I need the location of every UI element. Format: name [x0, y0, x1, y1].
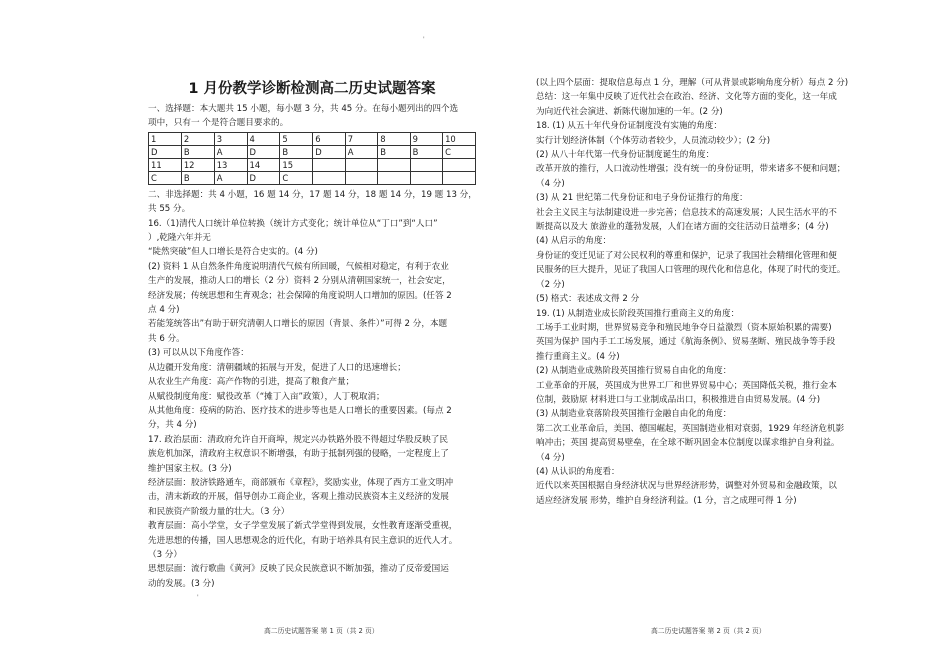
answer-line: (以上四个层面：提取信息每点 1 分，理解（可从背景或影响角度分析）每点 2 分)	[536, 78, 849, 88]
answer-line: 响冲击；英国 提高贸易壁垒，在全球不断巩固金本位制度以谋求维护自身利益。	[536, 438, 840, 449]
answer-line: 若能笼统答出”有助于研究清朝人口增长的原因（背景、条件）”可得 2 分，本题	[148, 319, 448, 330]
answer-line: 断提高以及大 旅游业的蓬勃发展，人们在诸方面的交往活动日益增多；(4 分)	[536, 222, 829, 233]
answer-line: 维护国家主权。(3 分)	[148, 463, 232, 474]
answer-table-cell: B	[181, 171, 214, 184]
answer-table-cell	[443, 171, 476, 184]
answer-line: 工场手工业时期，世界贸易竞争和殖民地争夺日益激烈（资本原始积累的需要)	[536, 322, 832, 333]
top-mark: '	[423, 36, 425, 43]
answer-line: 族危机加深，清政府主权意识不断增强，有助于抵制列强的侵略，一定程度上了	[148, 449, 449, 460]
answer-table-cell	[378, 171, 410, 184]
answer-line: ）,乾隆六年并无	[148, 233, 211, 244]
answer-line: 第二次工业革命后，美国、德国崛起，英国制造业相对衰弱，1929 年经济危机影	[536, 423, 845, 434]
answer-table-cell	[443, 158, 476, 171]
answer-table-cell: 4	[247, 132, 280, 145]
answer-line: 共 6 分。	[148, 333, 185, 344]
page-2-column	[536, 76, 866, 508]
answer-table-cell	[410, 171, 442, 184]
answer-line: 思想层面：流行歌曲《黄河》反映了民众民族意识不断加强，推动了反帝爱国运	[148, 564, 449, 575]
answer-table-cell: B	[280, 145, 313, 158]
answer-line: (5) 格式：表述成文得 2 分	[536, 294, 640, 305]
answer-table-cell: 3	[214, 132, 247, 145]
answer-line: 实行计划经济体制（个体劳动者较少，人员流动较少）；(2 分)	[536, 135, 771, 146]
answer-line: 点 4 分)	[148, 305, 180, 316]
answer-line: （3 分）	[148, 549, 182, 560]
answer-line: 从赋役制度角度：赋役改革（“摊丁入亩”政策），人丁税取消；	[148, 391, 385, 402]
answer-line: 位制，鼓励原 材料进口与工业制成品出口，积极推进自由贸易发展。(4 分)	[536, 394, 821, 405]
answer-table-cell	[410, 158, 442, 171]
answer-line: (3) 从制造业衰落阶段英国推行金融自由化的角度：	[536, 409, 732, 420]
answer-line: 推行重商主义。(4 分)	[536, 351, 620, 362]
answer-line: 英国为保护 国内手工工场发展，通过《航海条例》、贸易垄断、殖民战争等手段	[536, 337, 836, 348]
answer-table-cell: B	[378, 145, 410, 158]
answer-line: 社会主义民主与法制建设进一步完善；信息技术的高速发展；人民生活水平的不	[536, 207, 837, 218]
answer-table-cell: C	[280, 171, 313, 184]
answer-line: 为向近代社会演进、新陈代谢加速的一年。(2 分)	[536, 106, 723, 117]
answer-table-cell: B	[181, 145, 214, 158]
answer-line: 教育层面：高小学堂，女子学堂发展了新式学堂得到发展，女性教育逐渐受重视，	[148, 521, 458, 532]
answer-line: 工业革命的开展，英国成为世界工厂和世界贸易中心；英国降低关税，推行金本	[536, 380, 837, 391]
bottom-mark: '	[197, 594, 199, 601]
answer-table-cell: C	[443, 145, 476, 158]
answer-line: (3) 可以从以下角度作答：	[148, 348, 249, 359]
answer-line: 18. (1) 从五十年代身份证制度没有实施的角度：	[536, 121, 722, 132]
answer-table-row	[149, 145, 476, 158]
answer-line: (2) 资料 1 从自然条件角度说明清代气候有所回暖，气候相对稳定，有利于农业	[148, 261, 449, 272]
answer-table-cell: 5	[280, 132, 313, 145]
answer-line: 和民族资产阶级力量的壮大。（3 分）	[148, 506, 290, 517]
answer-line: 适应经济发展 形势，维护自身经济利益。(1 分，言之成理可得 1 分)	[536, 495, 797, 506]
answer-line: 16.（1)清代人口统计单位转换（统计方式变化；统计单位从“丁口”到“人口”	[148, 218, 438, 229]
answer-line: “陡然突破”但人口增长是符合史实的。(4 分)	[148, 247, 318, 258]
footer-page-1: 高二历史试题答案 第 1 页（共 2 页）	[264, 627, 379, 635]
answer-table-cell: 2	[181, 132, 214, 145]
answer-table-cell: 1	[149, 132, 182, 145]
answer-line: 击，清末新政的开展，倡导创办工商企业，客观上推动民族资本主义经济的发展	[148, 492, 449, 503]
page-title: 1 月份教学诊断检测高二历史试题答案	[188, 81, 436, 97]
answer-table-cell	[378, 158, 410, 171]
answer-line: 近代以来英国根据自身经济状况与世界经济形势，调整对外贸易和金融政策，以	[536, 481, 837, 492]
answer-table-cell: D	[149, 145, 182, 158]
answer-table-cell: C	[149, 171, 182, 184]
answer-table-cell: 7	[345, 132, 377, 145]
answer-table-cell: 6	[313, 132, 346, 145]
answer-line: 二、非选择题：共 4 小题，16 题 14 分，17 题 14 分，18 题 14 分，19 题 13 分，	[148, 189, 477, 200]
answer-table-row	[149, 132, 476, 145]
answer-table-cell: 8	[378, 132, 410, 145]
answer-line: （2 分)	[536, 279, 565, 290]
section1-intro-line: 一、选择题：本大题共 15 小题，每小题 3 分，共 45 分。在每小题列出的四个选	[148, 104, 459, 114]
answer-line: 从边疆开发角度：清朝疆域的拓展与开发，促进了人口的迅速增长；	[148, 362, 406, 373]
page-1-column	[148, 76, 476, 591]
answer-line: 19. (1) 从制造业成长阶段英国推行重商主义的角度：	[536, 308, 740, 319]
answer-line: 总结：这一年集中反映了近代社会在政治、经济、文化等方面的变化，这一年成	[536, 92, 837, 103]
answer-table-cell: A	[214, 145, 247, 158]
answer-line: 动的发展。(3 分)	[148, 578, 215, 589]
answer-line: 经济发展；传统思想和生育观念；社会保障的角度说明人口增加的原因。(任答 2	[148, 290, 452, 301]
answer-line: （4 分)	[536, 452, 565, 463]
answer-table-row	[149, 158, 476, 171]
footer-page-2: 高二历史试题答案 第 2 页（共 2 页）	[651, 627, 766, 635]
answer-line: (3) 从 21 世纪第二代身份证和电子身份证推行的角度：	[536, 193, 748, 204]
answer-table-cell: D	[247, 171, 280, 184]
answer-line: (2) 从制造业成熟阶段英国推行贸易自由化的角度：	[536, 366, 732, 377]
answer-table-cell: 13	[214, 158, 247, 171]
answer-line: 生产的发展，推动人口的增长（2 分）资料 2 分别从清朝国家统一，社会安定，	[148, 276, 451, 287]
answer-table-cell: A	[345, 145, 377, 158]
answer-table-cell: D	[313, 145, 346, 158]
answer-line: （4 分)	[536, 178, 565, 189]
answer-table-cell	[313, 171, 346, 184]
answer-line: 经济层面：胶济铁路通车，商部颁布《章程》，奖励实业，体现了西方工业文明冲	[148, 477, 454, 488]
answer-line: 民服务的巨大提升，见证了我国人口管理的现代化和信息化，体现了时代的变迁。	[536, 265, 846, 276]
section1-intro-line: 项中，只有一 个是符合题目要求的。	[148, 118, 289, 129]
answer-line: (4) 从启示的角度：	[536, 236, 612, 247]
answer-line: (2) 从八十年代第一代身份证制度诞生的角度：	[536, 150, 715, 161]
answer-line: 共 55 分。	[148, 204, 191, 215]
answer-table-cell: 9	[410, 132, 442, 145]
answer-line: 先进思想的传播，国人思想观念的近代化，有助于培养具有民主意识的近代人才。	[148, 535, 458, 546]
answer-line: 改革开放的推行，人口流动性增强；没有统一的身份证明，带来诸多不便和问题；	[536, 164, 846, 175]
answer-table-cell: 10	[443, 132, 476, 145]
answer-table-cell: A	[214, 171, 247, 184]
answer-line: (4) 从认识的角度看：	[536, 466, 620, 477]
answer-table-cell	[345, 158, 377, 171]
answer-table-cell: 12	[181, 158, 214, 171]
answer-line: 分，共 4 分)	[148, 420, 197, 431]
answer-table-cell: D	[247, 145, 280, 158]
answer-table-row	[149, 171, 476, 184]
answer-line: 从其他角度：疫病的防治、医疗技术的进步等也是人口增长的重要因素。(每点 2	[148, 405, 452, 416]
left-answer-text	[148, 188, 476, 591]
answer-table-cell	[345, 171, 377, 184]
answer-line: 身份证的变迁见证了对公民权利的尊重和保护，记录了我国社会精细化管理和便	[536, 250, 837, 261]
answer-table-cell: 15	[280, 158, 313, 171]
answer-line: 17. 政治层面：清政府允许自开商埠，规定兴办铁路外股不得超过华股反映了民	[148, 434, 448, 445]
right-answer-text	[536, 76, 866, 508]
answer-table-cell: 11	[149, 158, 182, 171]
answer-table-cell: 14	[247, 158, 280, 171]
answer-line: 从农业生产角度：高产作物的引进，提高了粮食产量；	[148, 377, 355, 388]
answer-table-cell: B	[410, 145, 442, 158]
answer-table	[148, 132, 476, 185]
answer-table-cell	[313, 158, 346, 171]
